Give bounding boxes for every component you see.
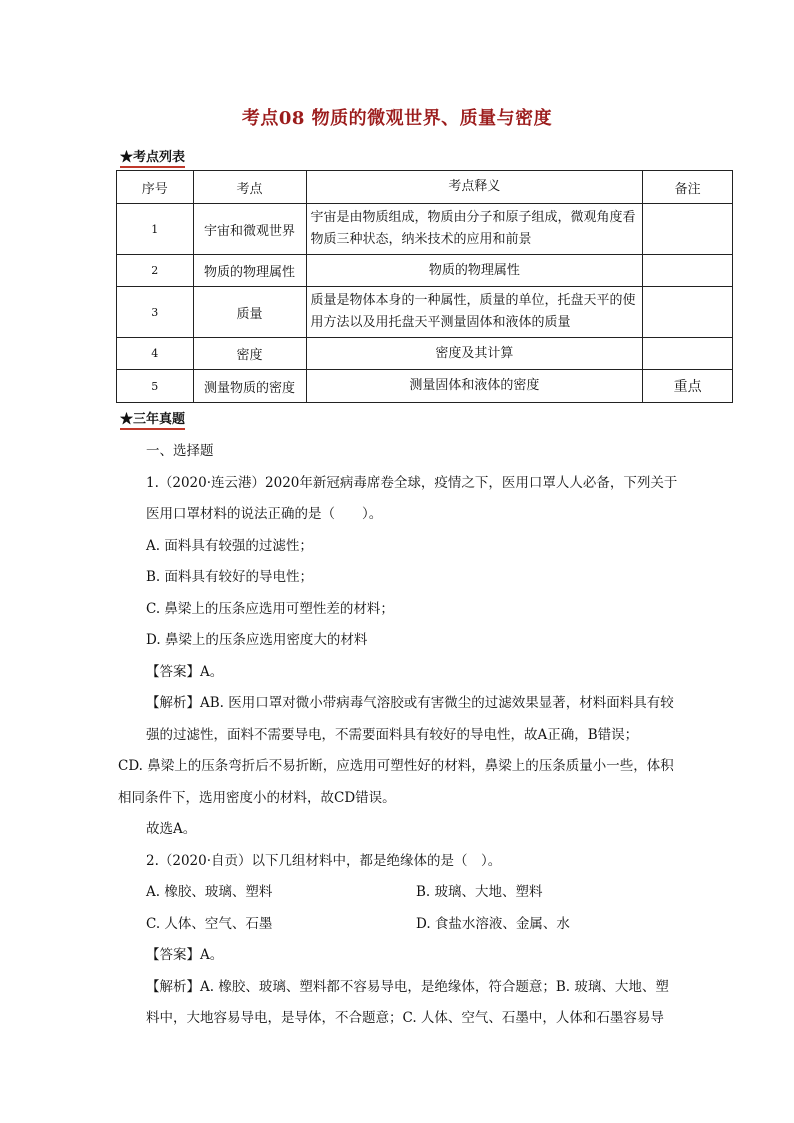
topic-table [116,170,733,403]
row-topic: 宇宙和微观世界 [193,204,306,255]
table-header-row [117,171,733,204]
question-2-answer: 【答案】A。 [146,947,224,963]
question-1-choice: 故选A。 [146,821,197,837]
row-description: 测量固体和液体的密度 [306,370,643,403]
header-note: 备注 [643,171,733,204]
question-1-option-c: C. 鼻梁上的压条应选用可塑性差的材料； [146,600,394,617]
section-heading-topic-list: ★考点列表 [120,146,185,168]
row-note [643,338,733,370]
row-topic: 质量 [193,287,306,338]
question-2-option-d: D. 食盐水溶液、金属、水 [416,915,570,932]
question-2-analysis: 【解析】A. 橡胶、玻璃、塑料都不容易导电，是绝缘体，符合题意；B. 玻璃、大地、塑料中，大地容易导电，是导体，不合题意；C. 人体、空气、石墨中，人体和石墨容易导 [146,978,669,1026]
row-topic: 物质的物理属性 [193,255,306,287]
header-topic: 考点 [193,171,306,204]
row-note: 重点 [643,370,733,403]
question-2-options-row-2 [118,909,678,941]
row-number: 5 [117,370,194,403]
row-note [643,255,733,287]
table-row [117,204,733,255]
page-title: 考点08 物质的微观世界、质量与密度 [241,108,553,129]
section-heading-past-exams: ★三年真题 [120,408,185,430]
table-row [117,370,733,403]
row-number: 2 [117,255,194,287]
table-row [117,338,733,370]
question-1-analysis-continued: CD. 鼻梁上的压条弯折后不易折断，应选用可塑性好的材料，鼻梁上的压条质量小一些，体积相同条件下，选用密度小的材料，故CD错误。 [118,758,674,806]
question-1-option-a: A. 面料具有较强的过滤性； [146,537,313,554]
row-note [643,287,733,338]
question-1-option-d: D. 鼻梁上的压条应选用密度大的材料 [146,632,368,648]
question-1-answer: 【答案】A。 [146,663,224,680]
question-1-stem: 1.（2020·连云港）2020年新冠病毒席卷全球，疫情之下，医用口罩人人必备，下列关于医用口罩材料的说法正确的是（ ）。 [146,474,678,522]
row-description: 密度及其计算 [306,338,643,370]
header-number: 序号 [117,171,194,204]
row-description: 宇宙是由物质组成，物质由分子和原子组成，微观角度看物质三种状态，纳米技术的应用和前景 [306,204,643,255]
row-number: 4 [117,338,194,370]
question-1-analysis: 【解析】AB. 医用口罩对微小带病毒气溶胶或有害微尘的过滤效果显著，材料面料具有较强的过滤性，面料不需要导电，不需要面料具有较好的导电性，故A正确，B错误； [146,695,674,743]
question-1-option-b: B. 面料具有较好的导电性； [146,569,314,585]
row-note [643,204,733,255]
question-2-option-c: C. 人体、空气、石墨 [146,915,273,932]
header-description: 考点释义 [306,171,643,204]
question-2-option-a: A. 橡胶、玻璃、塑料 [146,884,273,900]
questions-body [118,436,678,1035]
table-row [117,255,733,287]
part-heading: 一、选择题 [146,443,214,459]
question-2-stem: 2.（2020·自贡）以下几组材料中，都是绝缘体的是（ ）。 [146,852,502,869]
row-number: 3 [117,287,194,338]
row-number: 1 [117,204,194,255]
question-2-options-row-1 [118,877,678,909]
row-description: 质量是物体本身的一种属性，质量的单位，托盘天平的使用方法以及用托盘天平测量固体和液体的质量 [306,287,643,338]
row-description: 物质的物理属性 [306,255,643,287]
table-row [117,287,733,338]
row-topic: 密度 [193,338,306,370]
row-topic: 测量物质的密度 [193,370,306,403]
question-2-option-b: B. 玻璃、大地、塑料 [416,884,543,900]
